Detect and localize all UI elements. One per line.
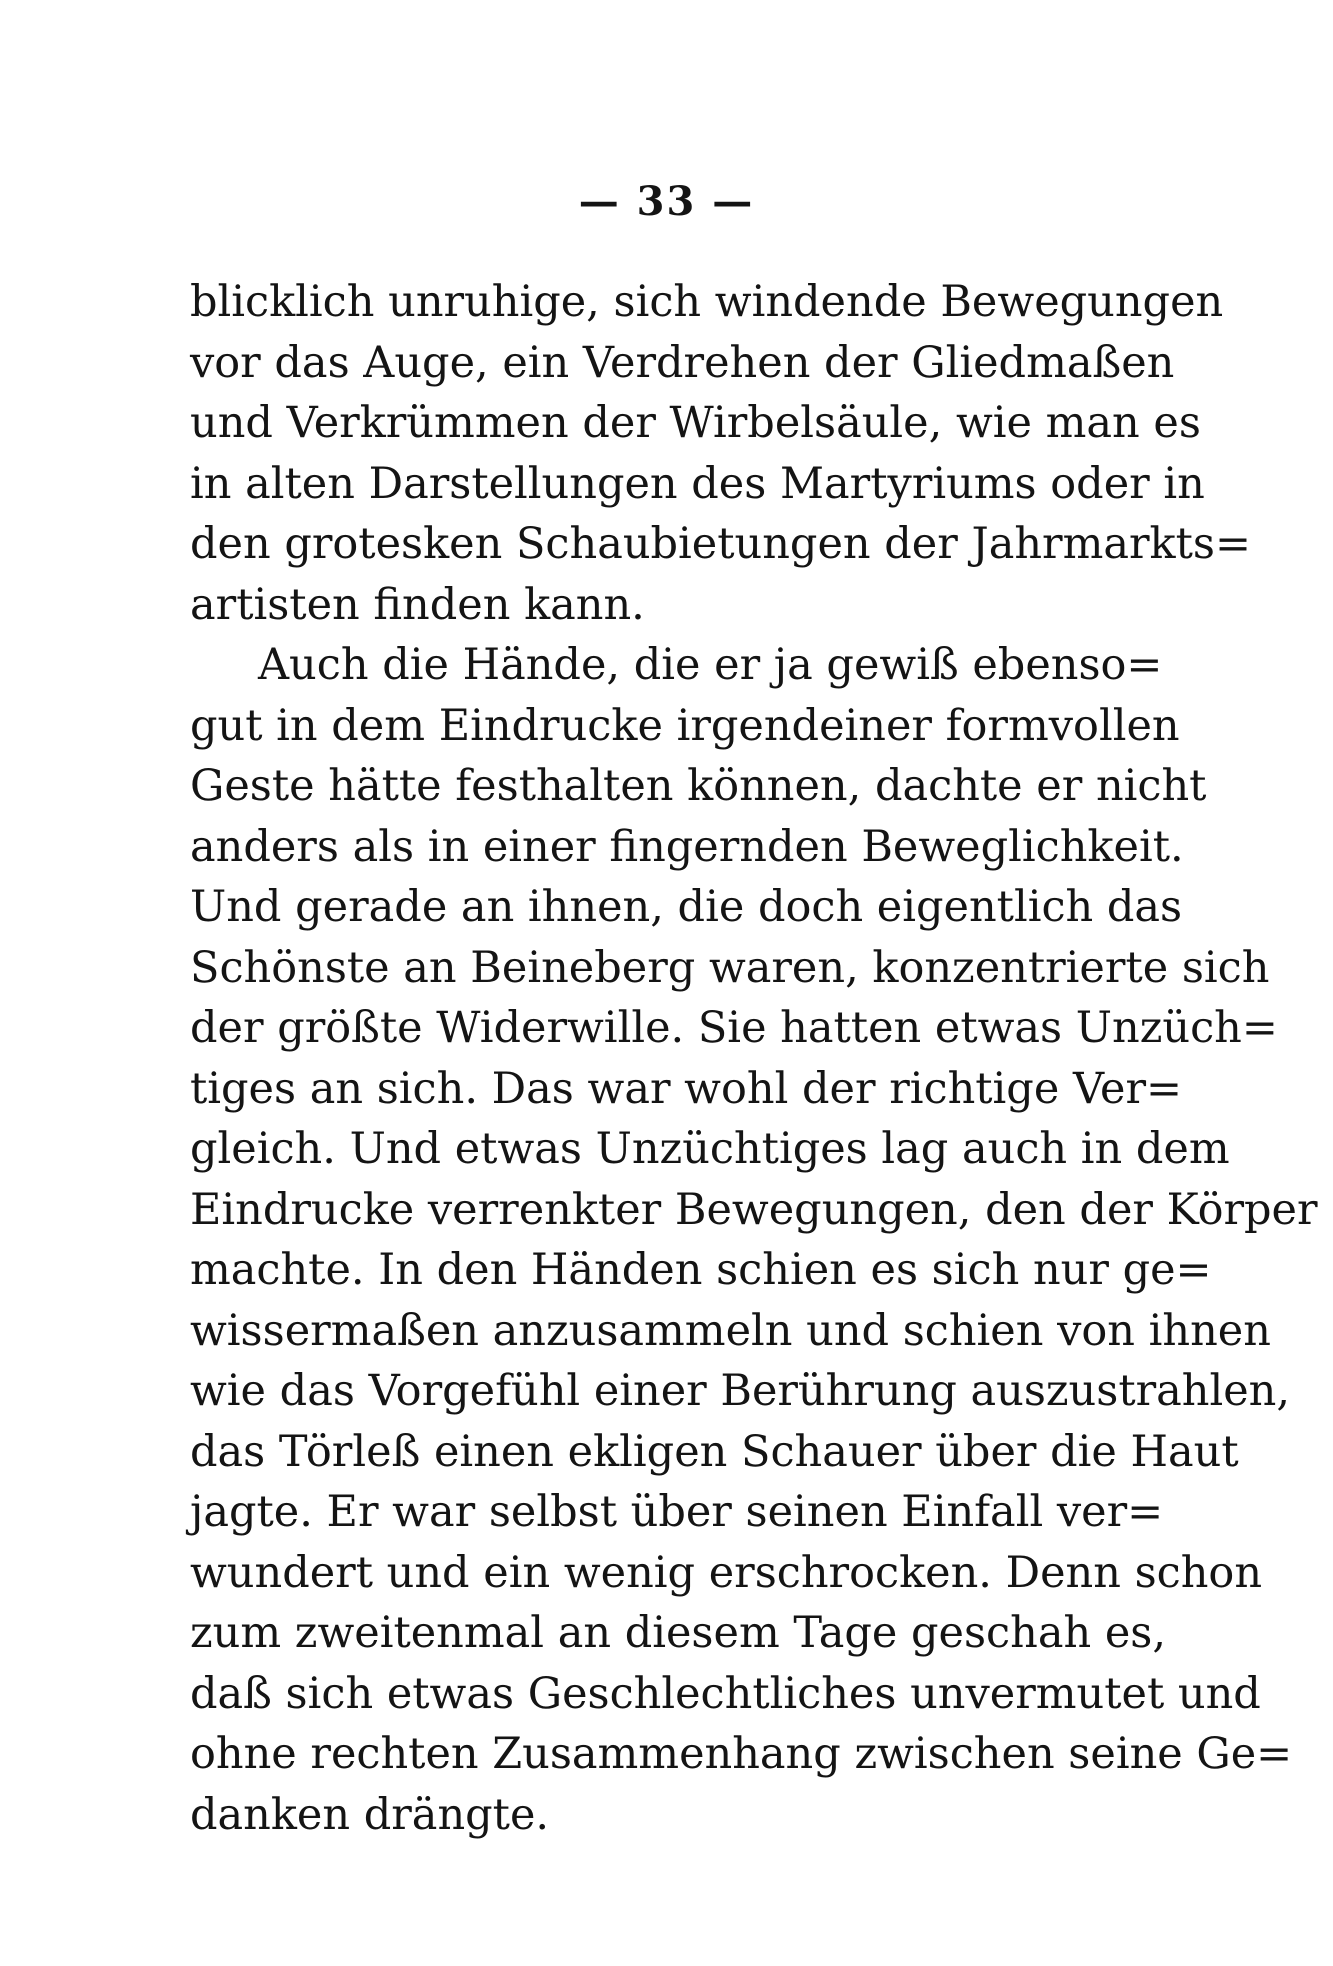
text-line: Geste hätte festhalten können, dachte er nicht: [190, 761, 1207, 811]
body-text: [190, 272, 1318, 1845]
text-line: der größte Widerwille. Sie hatten etwas Unzüch=: [190, 1003, 1278, 1053]
text-line: zum zweitenmal an diesem Tage geschah es,: [190, 1608, 1167, 1658]
text-line: wundert und ein wenig erschrocken. Denn schon: [190, 1547, 1263, 1598]
text-line: und Verkrümmen der Wirbelsäule, wie man es: [190, 398, 1201, 448]
paragraph-start-line: Auch die Hände, die er ja gewiß ebenso=: [258, 640, 1163, 690]
text-line: blicklich unruhige, sich windende Bewegungen: [190, 277, 1224, 327]
text-line: gut in dem Eindrucke irgendeiner formvollen: [190, 700, 1180, 751]
text-line: das Törleß einen ekligen Schauer über die Haut: [190, 1426, 1239, 1477]
text-line: jagte. Er war selbst über seinen Einfall ver=: [190, 1487, 1164, 1537]
text-line: anders als in einer fingernden Beweglichkeit.: [190, 821, 1184, 872]
text-line: den grotesken Schaubietungen der Jahrmarkts=: [190, 519, 1251, 569]
paragraph-end-line: artisten finden kann.: [190, 579, 645, 630]
text-line: in alten Darstellungen des Martyriums oder in: [190, 458, 1205, 509]
text-line: wie das Vorgefühl einer Berührung auszustrahlen,: [190, 1366, 1291, 1416]
text-line: Schönste an Beineberg waren, konzentrierte sich: [190, 942, 1270, 993]
text-line: Eindrucke verrenkter Bewegungen, den der Körper: [190, 1184, 1318, 1235]
text-line: vor das Auge, ein Verdrehen der Gliedmaßen: [190, 337, 1175, 388]
text-line: daß sich etwas Geschlechtliches unvermutet und: [190, 1668, 1261, 1719]
text-line: tiges an sich. Das war wohl der richtige Ver=: [190, 1063, 1183, 1114]
page-number: — 33 —: [578, 178, 755, 225]
text-line: machte. In den Händen schien es sich nur ge=: [190, 1245, 1212, 1295]
text-line: wissermaßen anzusammeln und schien von ihnen: [190, 1305, 1271, 1356]
text-line: Und gerade an ihnen, die doch eigentlich das: [190, 882, 1183, 932]
paragraph-end-line: danken drängte.: [190, 1789, 550, 1840]
text-line: gleich. Und etwas Unzüchtiges lag auch in dem: [190, 1124, 1230, 1174]
text-line: ohne rechten Zusammenhang zwischen seine Ge=: [190, 1729, 1293, 1779]
